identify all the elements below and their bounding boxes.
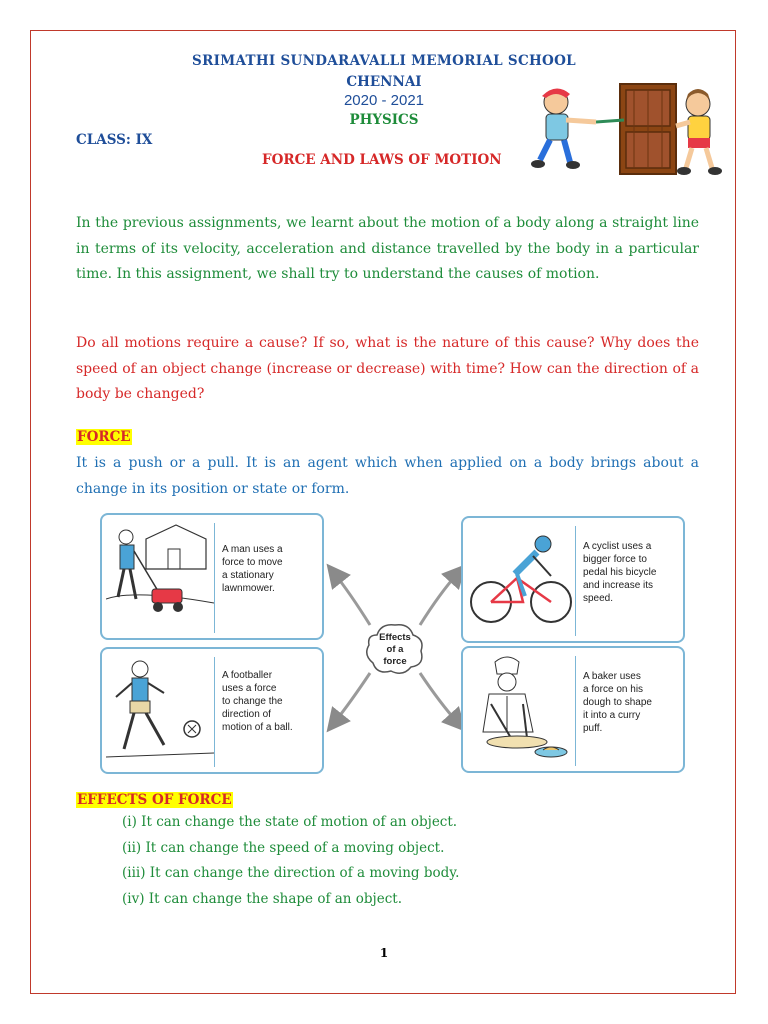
panel-lawnmower: [100, 513, 324, 640]
panel-baker: [461, 646, 685, 773]
panel-footballer: [100, 647, 324, 774]
effects-heading: EFFECTS OF FORCE: [77, 792, 232, 808]
panel-caption: [583, 540, 683, 605]
panel-divider: [214, 523, 215, 633]
panel-divider: [575, 526, 576, 636]
class-label: CLASS: IX: [76, 132, 153, 148]
caption-line: and increase its: [583, 580, 654, 591]
center-label-line-1: Effects: [379, 632, 411, 643]
caption-line: to change the: [222, 696, 283, 707]
footballer-illustration: [106, 653, 214, 771]
academic-year: 2020 - 2021: [343, 92, 425, 109]
caption-line: A cyclist uses a: [583, 541, 652, 552]
caption-line: it into a curry: [583, 710, 641, 721]
list-item: (iii) It can change the direction of a moving body.: [122, 865, 460, 881]
school-name: SRIMATHI SUNDARAVALLI MEMORIAL SCHOOL: [192, 53, 576, 69]
center-label-line-3: force: [383, 656, 407, 667]
panel-divider: [214, 657, 215, 767]
caption-line: lawnmower.: [222, 583, 275, 594]
school-city: CHENNAI: [346, 74, 422, 90]
caption-line: speed.: [583, 593, 614, 604]
caption-line: uses a force: [222, 683, 277, 694]
caption-line: pedal his bicycle: [583, 567, 657, 578]
page-number: 1: [379, 946, 389, 960]
lawnmower-illustration: [106, 519, 214, 637]
effects-list: [122, 810, 459, 912]
caption-line: puff.: [583, 723, 603, 734]
push-pull-cartoon-illustration: [526, 82, 726, 178]
center-label: [363, 632, 427, 668]
baker-illustration: [467, 652, 575, 770]
caption-line: force to move: [222, 557, 283, 568]
chapter-title: FORCE AND LAWS OF MOTION: [262, 152, 502, 168]
panel-caption: [222, 543, 322, 595]
panel-caption: [583, 670, 683, 735]
list-item: (ii) It can change the speed of a moving object.: [122, 839, 445, 856]
intro-paragraph: In the previous assignments, we learnt about the motion of a body along a straight line in terms of its velocity, acceleration and distance travelled by the body in a particular time. In this assignment, we shall try to understand the causes of motion.: [76, 215, 699, 282]
center-label-line-2: of a: [386, 644, 404, 655]
panel-caption: [222, 669, 322, 734]
panel-cyclist: [461, 516, 685, 643]
list-item: (i) It can change the state of motion of an object.: [122, 814, 458, 830]
caption-line: a stationary: [222, 570, 274, 581]
caption-line: a force on his: [583, 684, 644, 695]
subject-title: PHYSICS: [349, 112, 419, 128]
caption-line: bigger force to: [583, 554, 647, 565]
force-heading: FORCE: [77, 429, 131, 445]
panel-divider: [575, 656, 576, 766]
caption-line: motion of a ball.: [222, 722, 293, 733]
caption-line: A man uses a: [222, 544, 283, 555]
caption-line: direction of: [222, 709, 271, 720]
caption-line: A footballer: [222, 670, 273, 681]
cyclist-illustration: [467, 522, 575, 640]
caption-line: dough to shape: [583, 697, 652, 708]
effects-of-force-figure: [100, 513, 685, 775]
caption-line: A baker uses: [583, 671, 641, 682]
list-item: (iv) It can change the shape of an object.: [122, 890, 402, 907]
force-definition: It is a push or a pull. It is an agent which when applied on a body brings about a change in its position or state or form.: [76, 455, 699, 497]
questions-paragraph: Do all motions require a cause? If so, what is the nature of this cause? Why does the speed of an object change (increase or decrease) with time? How can the direction of a body be changed?: [76, 335, 699, 402]
